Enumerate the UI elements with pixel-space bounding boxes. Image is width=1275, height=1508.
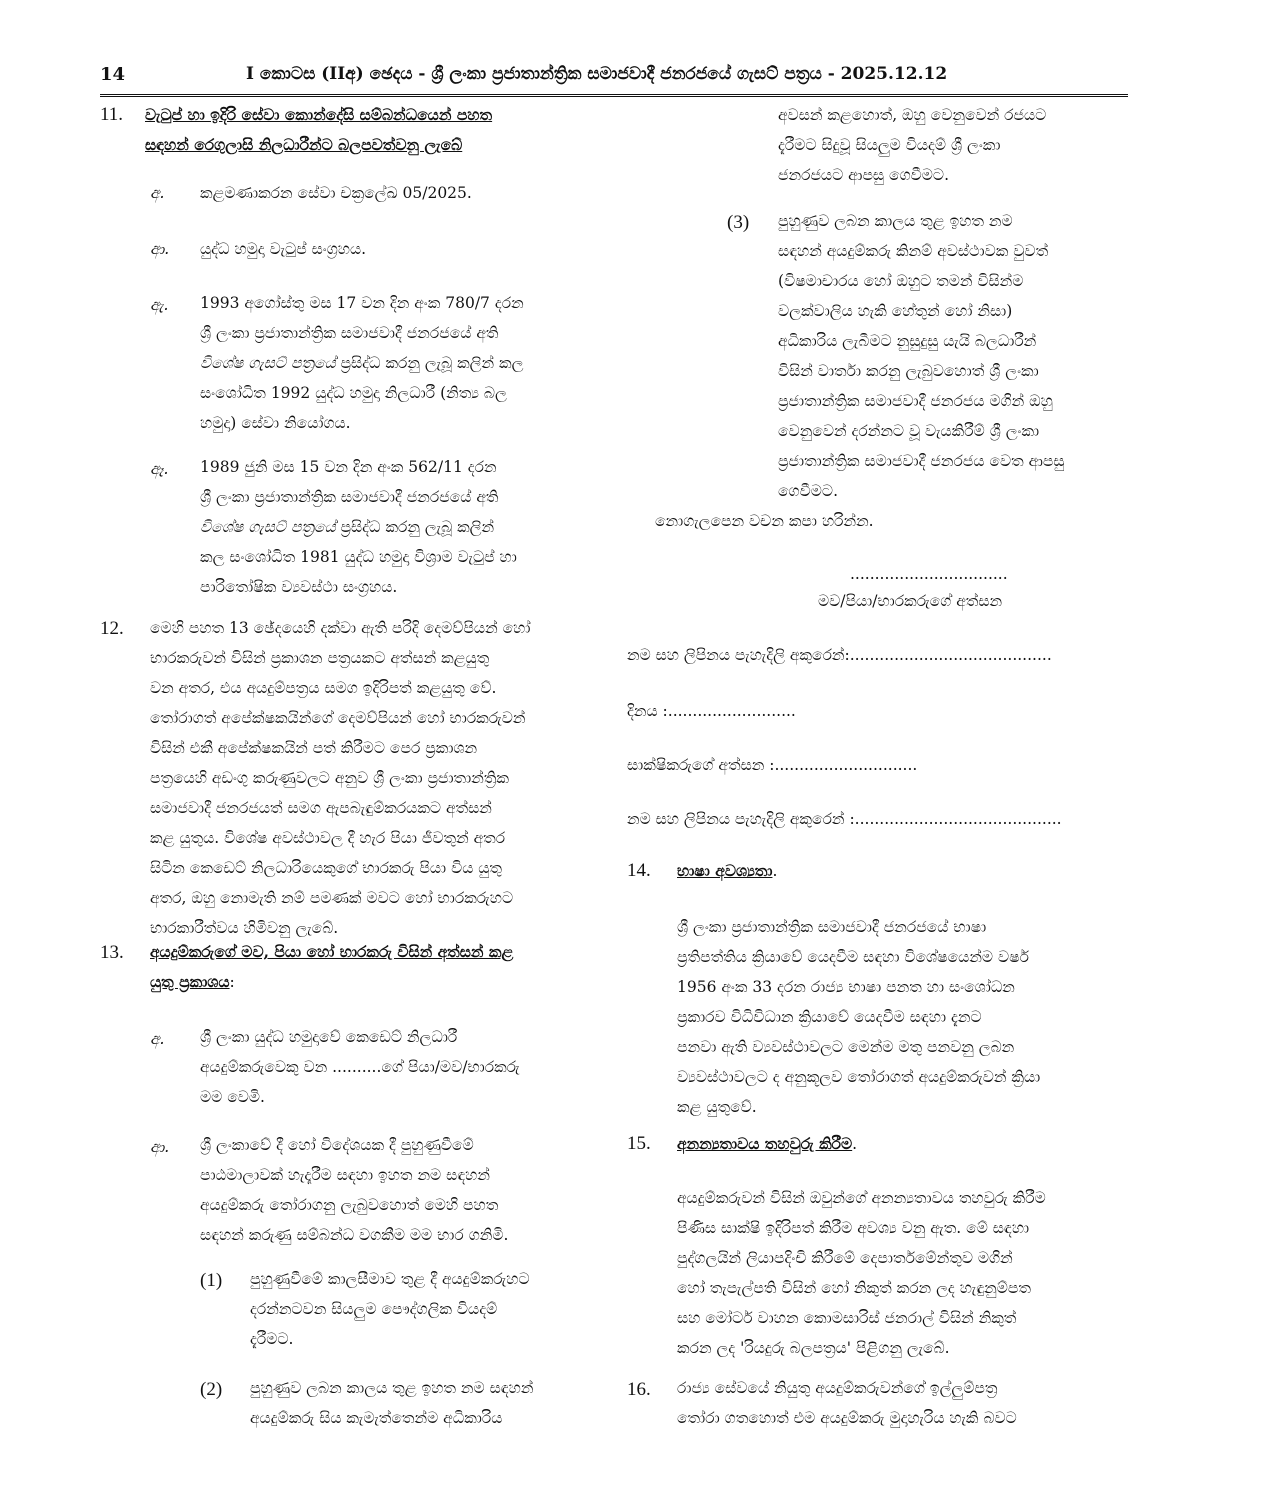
gazette-phrase: විශේෂ ගැසට් පත්‍රයේ bbox=[200, 354, 336, 372]
section-13-heading bbox=[150, 937, 602, 997]
text-line: අයදුම්කරු සිය කැමැත්තෙන්ම අධිකාරිය bbox=[250, 1409, 503, 1427]
text-line: මම වෙමි. bbox=[200, 1088, 265, 1106]
page-number: 14 bbox=[100, 64, 126, 85]
text-line: පනවා ඇති ව්‍යවස්ථාවලට මෙන්ම මතු පනවනු ලබන bbox=[677, 1038, 1015, 1056]
text-line: අතර, ඔහු නොමැති නම් පමණක් මවට හෝ භාරකරුහට bbox=[150, 889, 514, 907]
text-line: කළ යුතුය. විශේෂ අවස්ථාවල දී හැර පියා ජීවතුන් අතර bbox=[150, 829, 506, 847]
text-line: හෝ තැපැල්පති විසින් හෝ නිකුත් කරන ලද හැඳුනුම්පත bbox=[677, 1279, 1031, 1297]
signature-line: ................................ bbox=[850, 565, 1008, 583]
heading-line: යුතු ප්‍රකාශය bbox=[150, 972, 230, 991]
section-15-text bbox=[677, 1183, 1127, 1363]
item-label: අ. bbox=[150, 1030, 165, 1048]
text-line: දැරීමට. bbox=[250, 1330, 294, 1348]
text-line: දරන්නටවන සියලුම පෞද්ගලික වියදම් bbox=[250, 1300, 498, 1318]
text-line: විසින් එකී අපේක්ෂකයින් පත් කිරීමට පෙර ප්‍රකාශන bbox=[150, 739, 478, 757]
section-16-number: 16. bbox=[627, 1379, 651, 1400]
text-line: කල සංශෝධිත 1981 යුද්ධ හමුදා විශ්‍රාම වැටුප් හා bbox=[200, 548, 517, 566]
text-line: 1956 අංක 33 දරන රාජ්‍ය භාෂා පනත හා සංශෝධන bbox=[677, 978, 1015, 996]
strike-note: නොගැලපෙන වචන කපා හරින්න. bbox=[655, 512, 874, 530]
text-line: පුද්ගලයින් ලියාපදිංචි කිරීමේ දෙපාර්තමේන්තුව මගින් bbox=[677, 1249, 1013, 1267]
text-line: ශ්‍රී ලංකා ප්‍රජාතාන්ත්‍රික සමාජවාදී ජනරජයේ භාෂා bbox=[677, 918, 987, 936]
item-text: කළමණාකරන සේවා චක්‍රලේඛ 05/2025. bbox=[200, 184, 472, 202]
text-line: සහ මෝටර් වාහන කොමසාරිස් ජනරාල් විසින් නිකුත් bbox=[677, 1309, 1017, 1327]
sub-item-label: (2) bbox=[200, 1379, 223, 1400]
section-14-text bbox=[677, 912, 1127, 1122]
sub-item-label: (1) bbox=[200, 1270, 223, 1291]
text-line: හමුදා) සේවා නියෝගය. bbox=[200, 414, 351, 432]
text-line: ජනරජයට ආපසු ගෙවීමට. bbox=[778, 166, 950, 184]
name-address-field: නම සහ ලිපිනය පැහැදිලි අකුරෙන්:......................................... bbox=[627, 646, 1052, 664]
sub-item-text bbox=[250, 1264, 602, 1354]
gazette-phrase: විශේෂ ගැසට් පත්‍රයේ bbox=[200, 518, 336, 536]
text-line: අයදුම්කරු තෝරාගනු ලැබුවහොත් මෙහි පහත bbox=[200, 1196, 499, 1214]
text-line: පාඨමාලාවක් හැදෑරීම සඳහා ඉහත නම සඳහන් bbox=[200, 1166, 490, 1184]
heading-colon: : bbox=[229, 973, 235, 991]
text-line: තෝරා ගතහොත් එම අයදුම්කරු මුදාහැරිය හැකි බවට bbox=[677, 1409, 1017, 1427]
witness-signature-field: සාක්ෂිකරුගේ අත්සන :............................. bbox=[627, 756, 918, 774]
text-line: පුහුණුව ලබන කාලය තුළ ඉහත නම සඳහන් bbox=[250, 1379, 534, 1397]
name-address-field-2: නම සහ ලිපිනය පැහැදිලි අකුරෙන් :.......................................... bbox=[627, 810, 1062, 828]
item-text bbox=[200, 1022, 600, 1112]
text-line: සඳහන් අයදුම්කරු කිනම් අවස්ථාවක වුවත් bbox=[778, 242, 1049, 260]
text-line: විසින් වාර්තා කරනු ලැබුවහොත් ශ්‍රී ලංකා bbox=[778, 362, 1039, 380]
text-line: සමාජවාදී ජනරජයත් සමග ඇපබැඳුම්කරයකට අත්සන් bbox=[150, 799, 492, 817]
text-line: භාරකරුවන් විසින් ප්‍රකාශන පත්‍රයකට අත්සන් කළයුතු bbox=[150, 649, 490, 667]
text-line: පත්‍රයෙහි අඩංගු කරුණුවලට අනුව ශ්‍රී ලංකා ප්‍රජාතාන්ත්‍රික bbox=[150, 769, 510, 787]
section-16-text bbox=[677, 1373, 1127, 1433]
heading-line: වැටුප් හා ඉදිරි සේවා කොන්දේසි සම්බන්ධයෙන් පහත bbox=[145, 105, 493, 124]
text-line: කළ යුතුවේ. bbox=[677, 1098, 757, 1116]
text-line: සිටින කෙඩෙට් නිලධාරියෙකුගේ භාරකරු පියා විය යුතු bbox=[150, 859, 503, 877]
text-line: කරන ලද 'රියදුරු බලපත්‍රය' පිළිගනු ලැබේ. bbox=[677, 1339, 950, 1357]
text-line: 1993 අගෝස්තු මස 17 වන දින අංක 780/7 දරන bbox=[200, 294, 524, 312]
text-line: අයදුම්කරුවන් විසින් ඔවුන්ගේ අනන්‍යතාවය තහවුරු කිරීම bbox=[677, 1189, 1046, 1207]
text-line: පුහුණුව ලබන කාලය තුළ ඉහත නම bbox=[778, 212, 1013, 230]
sub-item-2-continued bbox=[778, 100, 1128, 190]
text-line: පුහුණුවීමේ කාලසීමාව තුළ දී අයදුම්කරුහට bbox=[250, 1270, 530, 1288]
text-line: දැරීමට සිදුවූ සියලුම වියදම් ශ්‍රී ලංකා bbox=[778, 136, 1001, 154]
section-15-number: 15. bbox=[627, 1133, 651, 1154]
signature-label: මව/පියා/භාරකරුගේ අත්සන bbox=[818, 592, 1003, 610]
text-line: ප්‍රජාතාන්ත්‍රික සමාජවාදී ජනරජය වෙත ආපසු bbox=[778, 452, 1065, 470]
text-line: අවසන් කළහොත්, ඔහු වෙනුවෙන් රජයට bbox=[778, 106, 1047, 124]
text-line: ශ්‍රී ලංකා ප්‍රජාතාන්ත්‍රික සමාජවාදී ජනරජයේ අති bbox=[200, 488, 499, 506]
text-line: (විෂමාචාරය හෝ ඔහුට තමන් විසින්ම bbox=[778, 272, 1024, 290]
sub-item-label: (3) bbox=[727, 212, 750, 233]
text-line: අයදුම්කරුවෙකු වන ..........ගේ පියා/මව/භාරකරු bbox=[200, 1058, 520, 1076]
text-line: සංශෝධිත 1992 යුද්ධ හමුදා නිලධාරී (නිත්‍ය බල bbox=[200, 384, 507, 402]
item-label: ආ. bbox=[150, 240, 170, 258]
section-12-number: 12. bbox=[100, 618, 124, 639]
header-rule bbox=[100, 94, 1128, 97]
text-line: ශ්‍රී ලංකා ප්‍රජාතාන්ත්‍රික සමාජවාදී ජනරජයේ අති bbox=[200, 324, 499, 342]
heading-line: අයදුම්කරුගේ මව, පියා හෝ භාරකරු විසින් අත්සන් කළ bbox=[150, 942, 514, 961]
text-line: වන අතර, එය අයදුම්පත්‍රය සමග ඉදිරිපත් කළයුතු වේ. bbox=[150, 679, 497, 697]
date-field: දිනය :.......................... bbox=[627, 702, 796, 720]
section-15-heading: අනන්‍යතාවය තහවුරු කිරීම. bbox=[677, 1134, 858, 1153]
item-label: අ. bbox=[150, 184, 165, 202]
text-line: ශ්‍රී ලංකා යුද්ධ හමුදාවේ කෙඩෙට් නිලධාරී bbox=[200, 1028, 458, 1046]
text-line: සඳහන් කරුණු සම්බන්ධ වගකීම මම භාර ගනිමි. bbox=[200, 1226, 509, 1244]
section-11-number: 11. bbox=[100, 104, 124, 125]
text-line: රාජ්‍ය සේවයේ නියුතු අයදුම්කරුවන්ගේ ඉල්ලුම්පත්‍ර bbox=[677, 1379, 998, 1397]
text-line: ප්‍රතිපත්තිය ක්‍රියාවේ යෙදවීම සඳහා විශේෂයෙන්ම වර්ෂ bbox=[677, 948, 1029, 966]
text-line: මෙහි පහත 13 ඡේදයෙහි දක්වා ඇති පරිදි දෙමව්පියන් හෝ bbox=[150, 619, 531, 637]
text-line: පාරිතෝෂික ව්‍යවස්ථා සංග්‍රහය. bbox=[200, 578, 398, 596]
text-line: තෝරාගත් අපේක්ෂකයින්ගේ දෙමව්පියන් හෝ භාරකරුවන් bbox=[150, 709, 526, 727]
item-text bbox=[200, 1130, 600, 1250]
text-line: විශේෂ ගැසට් පත්‍රයේ ප්‍රසිද්ධ කරනු ලැබූ කලින් bbox=[200, 518, 495, 536]
text-line: ගෙවීමට. bbox=[778, 482, 838, 500]
section-12-text bbox=[150, 613, 602, 943]
text-line: වලක්වාලිය හැකි හේතුන් හෝ නිසා) bbox=[778, 302, 1013, 320]
heading-text: භාෂා අවශ්‍යතා bbox=[677, 861, 773, 880]
section-13-number: 13. bbox=[100, 942, 124, 963]
text-line: පිණිස සාක්ෂි ඉදිරිපත් කිරීම අවශ්‍ය වනු ඇත. මේ සඳහා bbox=[677, 1219, 1030, 1237]
text-line: ප්‍රජාතාන්ත්‍රික සමාජවාදී ජනරජය මගින් ඔහු bbox=[778, 392, 1053, 410]
item-label: ඇ. bbox=[150, 296, 169, 314]
item-label: ආ. bbox=[150, 1138, 170, 1156]
text-line: අධිකාරිය ලැබීමට නුසුදුසු යැයි බලධාරීන් bbox=[778, 332, 1037, 350]
item-text bbox=[200, 452, 600, 602]
heading-text: අනන්‍යතාවය තහවුරු කිරීම bbox=[677, 1134, 853, 1153]
text-line: භාරකාරීත්වය හිමිවනු ලැබේ. bbox=[150, 919, 339, 937]
text-line: වෙනුවෙන් දරන්නට වූ වැයකිරීම් ශ්‍රී ලංකා bbox=[778, 422, 1040, 440]
sub-item-text bbox=[250, 1373, 602, 1433]
heading-line: සඳහන් රෙගුලාසි නිලධාරීන්ට බලපවත්වනු ලැබේ bbox=[145, 135, 463, 154]
item-text: යුද්ධ හමුදා වැටුප් සංග්‍රහය. bbox=[200, 240, 367, 258]
text-line: ප්‍රකාරව විධිවිධාන ක්‍රියාවේ යෙදවීම සඳහා දැනට bbox=[677, 1008, 982, 1026]
gazette-title: I කොටස (IIඅ) ඡෙදය - ශ්‍රී ලංකා ප්‍රජාතාන්ත්‍රික සමාජවාදී ජනරජයේ ගැසට් පත්‍රය - 2025.12.12 bbox=[246, 64, 948, 84]
text-line: ශ්‍රී ලංකාවේ දී හෝ විදේශයක දී පුහුණුවීමේ bbox=[200, 1136, 474, 1154]
section-11-heading bbox=[145, 100, 603, 160]
text-line: ව්‍යවස්ථාවලට ද අනුකූලව තෝරාගත් අයදුම්කරුවන් ක්‍රියා bbox=[677, 1068, 1041, 1086]
sub-item-text bbox=[778, 206, 1128, 506]
section-14-heading: භාෂා අවශ්‍යතා. bbox=[677, 861, 778, 880]
section-14-number: 14. bbox=[627, 860, 651, 881]
text-line: 1989 ජුනි මස 15 වන දින අංක 562/11 දරන bbox=[200, 458, 497, 476]
item-label: ඈ. bbox=[150, 460, 169, 478]
text-line: විශේෂ ගැසට් පත්‍රයේ ප්‍රසිද්ධ කරනු ලැබූ කලින් කල bbox=[200, 354, 524, 372]
item-text bbox=[200, 288, 600, 438]
